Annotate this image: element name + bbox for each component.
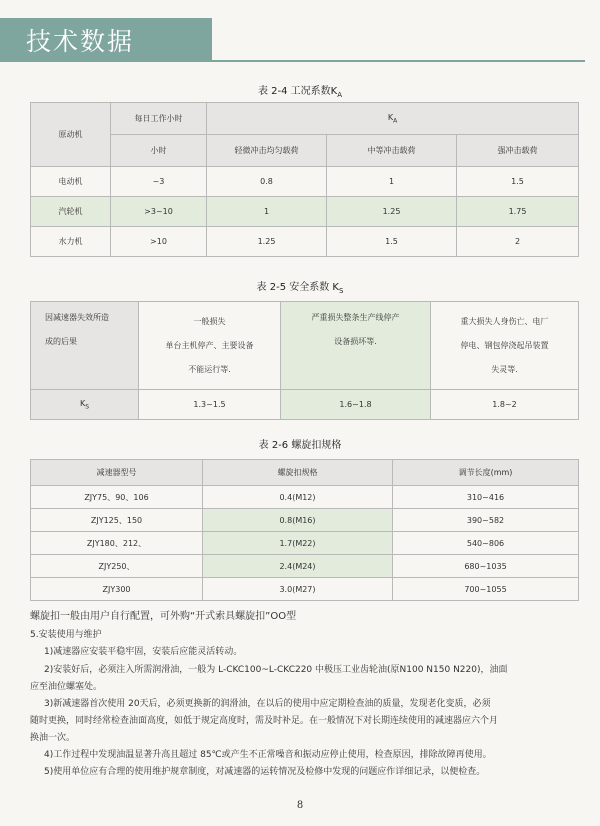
- consequence-header-line1: 因减速器失效所造: [45, 313, 109, 322]
- paragraph-2-line1: 2)安装好后，必须注入所需润滑油，一般为 L-CKC100~L-CKC220 中极压工业齿轮油(原N100 N150 N220)，油面: [44, 665, 508, 675]
- spec-cell: 1.7(M22): [203, 532, 393, 555]
- ks-value-general: 1.3~1.5: [139, 390, 281, 420]
- model-cell: ZJY125、150: [31, 509, 203, 532]
- table-row: [31, 555, 579, 578]
- general-loss-line1: 一般损失: [193, 316, 226, 326]
- hours-unit-header: 小时: [111, 135, 207, 167]
- serious-loss-line1: 严重损失整条生产线停产: [311, 313, 400, 322]
- model-cell: ZJY250、: [31, 555, 203, 578]
- paragraph-3-line3: 换油一次。: [30, 733, 76, 743]
- ka-header-sub: A: [393, 117, 398, 125]
- spec-cell: 0.4(M12): [203, 486, 393, 509]
- light-load-header: 轻微冲击均匀载荷: [207, 135, 327, 167]
- spec-header: 螺旋扣规格: [203, 460, 393, 486]
- heavy-cell: 1.75: [457, 197, 579, 227]
- paragraph-1: 1)减速器应安装平稳牢固，安装后应能灵活转动。: [44, 647, 243, 657]
- paragraph-4: 4)工作过程中发现油温显著升高且超过 85℃或产生不正常噪音和振动应停止使用，检查原因，排除故障再使用。: [44, 750, 492, 760]
- spec-cell: 3.0(M27): [203, 578, 393, 601]
- consequence-header-line2: 成的后果: [45, 337, 77, 346]
- heavy-load-header: 强冲击载荷: [457, 135, 579, 167]
- hours-cell: >3~10: [111, 197, 207, 227]
- safety-factor-table: [30, 301, 579, 420]
- model-cell: ZJY180、212、: [31, 532, 203, 555]
- table1-caption-sub: A: [337, 91, 343, 99]
- light-cell: 0.8: [207, 167, 327, 197]
- major-loss-line2: 停电、钢包停浇起吊装置: [460, 340, 549, 350]
- paragraph-3-line1: 3)新减速器首次使用 20天后，必须更换新的润滑油，在以后的使用中应定期检查油的质量，发现老化变质，必须: [44, 699, 491, 709]
- paragraph-5: 5)使用单位应有合理的使用维护规章制度，对减速器的运转情况及检修中发现的问题应作详细记录，以便检查。: [44, 767, 486, 777]
- medium-cell: 1: [327, 167, 457, 197]
- table1-caption-text: 表 2-4 工况系数K: [257, 86, 338, 97]
- ks-value-major: 1.8~2: [431, 390, 579, 420]
- turnbuckle-note: 螺旋扣一般由用户自行配置，可外购“开式索具螺旋扣”OO型: [30, 611, 297, 622]
- heavy-cell: 2: [457, 227, 579, 257]
- prime-mover-header: 原动机: [31, 103, 111, 167]
- length-cell: 310~416: [393, 486, 579, 509]
- mover-cell: 电动机: [31, 167, 111, 197]
- hours-cell: ~3: [111, 167, 207, 197]
- table-row: [31, 532, 579, 555]
- mover-cell: 水力机: [31, 227, 111, 257]
- light-cell: 1.25: [207, 227, 327, 257]
- length-cell: 390~582: [393, 509, 579, 532]
- table-row: [31, 578, 579, 601]
- length-cell: 540~806: [393, 532, 579, 555]
- table-row: [31, 509, 579, 532]
- mover-cell: 汽轮机: [31, 197, 111, 227]
- table-row: [31, 486, 579, 509]
- ka-header-text: K: [387, 112, 394, 122]
- paragraph-2-line2: 应至油位螺塞处。: [30, 682, 103, 692]
- length-header: 调节长度(mm): [393, 460, 579, 486]
- table-row: [31, 167, 579, 197]
- major-loss-line3: 失灵等.: [491, 364, 518, 374]
- title-rule: [0, 60, 585, 62]
- major-loss-line1: 重大损失人身伤亡、电厂: [460, 316, 549, 326]
- table2-caption-text: 表 2-5 安全系数 K: [256, 282, 339, 293]
- serious-loss-cell: [281, 302, 431, 390]
- length-cell: 700~1055: [393, 578, 579, 601]
- page-title: 技术数据: [26, 27, 135, 56]
- ka-header: [207, 103, 579, 135]
- model-cell: ZJY75、90、106: [31, 486, 203, 509]
- model-header: 减速器型号: [31, 460, 203, 486]
- service-factor-table: [30, 102, 579, 257]
- model-cell: ZJY300: [31, 578, 203, 601]
- ks-label-cell: [31, 390, 139, 420]
- major-loss-cell: [431, 302, 579, 390]
- general-loss-cell: [139, 302, 281, 390]
- medium-cell: 1.5: [327, 227, 457, 257]
- light-cell: 1: [207, 197, 327, 227]
- medium-load-header: 中等冲击载荷: [327, 135, 457, 167]
- general-loss-line2: 单台主机停产、主要设备: [165, 340, 254, 350]
- hours-cell: >10: [111, 227, 207, 257]
- table-row: [31, 227, 579, 257]
- spec-cell: 2.4(M24): [203, 555, 393, 578]
- page-number: 8: [296, 800, 304, 811]
- general-loss-line3: 不能运行等.: [188, 364, 231, 374]
- paragraph-3-line2: 随时更换，同时经常检查油面高度，如低于规定高度时，需及时补足。在一般情况下对长期连续使用的减速器应六个月: [30, 716, 499, 726]
- ks-label-sub: S: [85, 403, 90, 411]
- length-cell: 680~1035: [393, 555, 579, 578]
- ks-label: K: [79, 398, 86, 408]
- heavy-cell: 1.5: [457, 167, 579, 197]
- medium-cell: 1.25: [327, 197, 457, 227]
- ks-value-serious: 1.6~1.8: [281, 390, 431, 420]
- spec-cell: 0.8(M16): [203, 509, 393, 532]
- table-row: [31, 197, 579, 227]
- table-row: [31, 390, 579, 420]
- table1-caption: [0, 82, 600, 99]
- section-heading: 5.安装使用与维护: [30, 630, 102, 640]
- serious-loss-line2: 设备损坏等.: [334, 337, 377, 346]
- table3-caption: 表 2-6 螺旋扣规格: [258, 440, 342, 451]
- consequence-header: [31, 302, 139, 390]
- hours-header: 每日工作小时: [111, 103, 207, 135]
- table2-caption: [0, 278, 600, 295]
- table2-caption-sub: S: [338, 287, 344, 295]
- turnbuckle-table: [30, 459, 579, 601]
